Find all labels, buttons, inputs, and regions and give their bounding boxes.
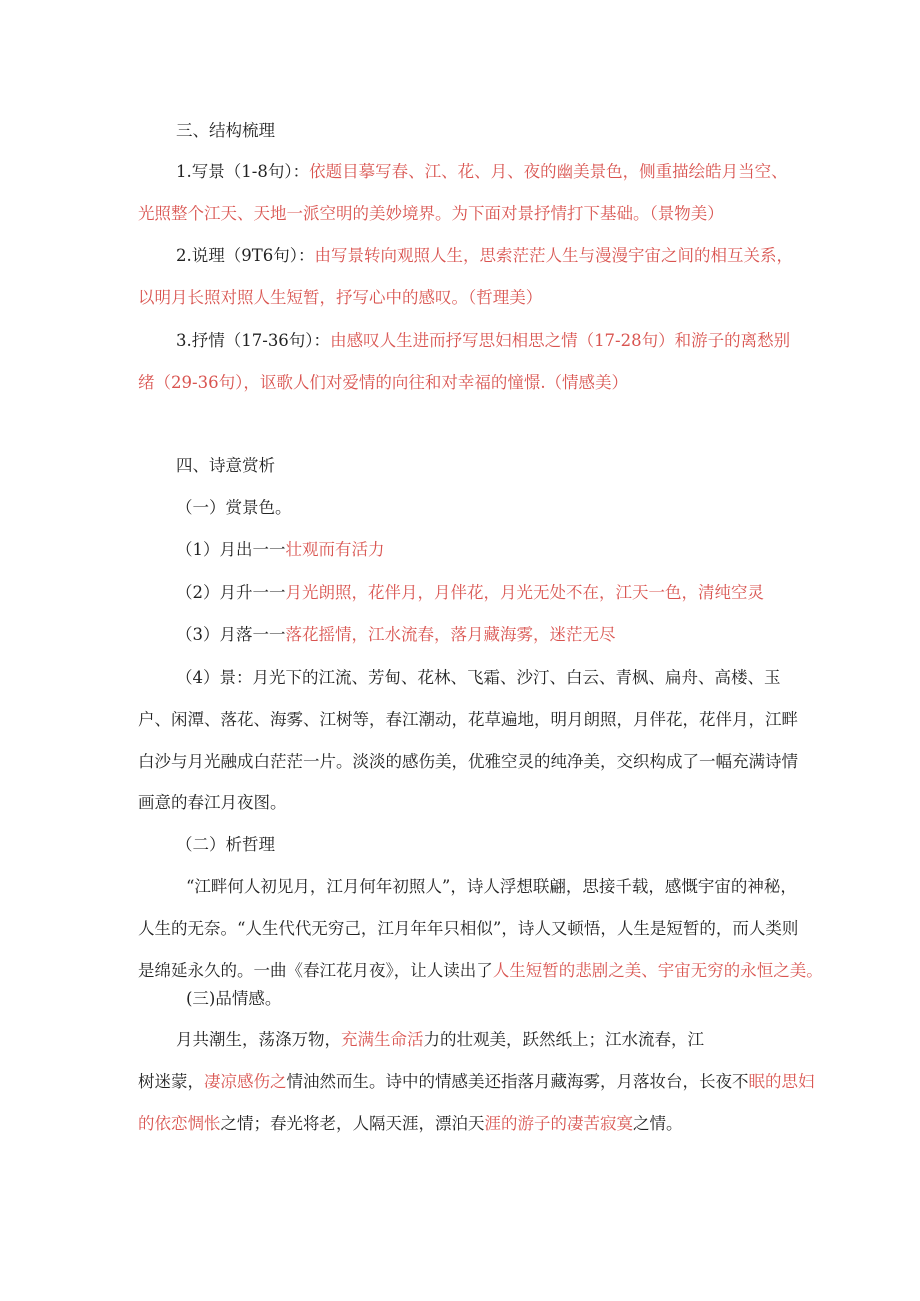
structure-item-3-line-1 xyxy=(176,329,790,353)
emotion-highlight-5: 涯的游子的凄苦寂寞 xyxy=(484,1114,633,1133)
emotion-line-3 xyxy=(138,1112,683,1136)
structure-item-2-text: 由写景转向观照人生，思索茫茫人生与漫漫宇宙之间的相互关系， xyxy=(314,246,793,265)
scene-paragraph-line-4: 画意的春江月夜图。 xyxy=(138,793,287,812)
structure-item-1-label: 1.写景（1-8句）： xyxy=(176,162,310,181)
scene-row-2 xyxy=(176,581,764,605)
part1-title: （一）赏景色。 xyxy=(176,498,292,517)
scene-row-3-label: （3）月落一一 xyxy=(176,625,286,644)
scene-row-3 xyxy=(176,623,616,647)
philosophy-line-3-text: 是绵延永久的。一曲《春江花月夜》，让人读出了 xyxy=(138,961,493,980)
structure-item-2-line-1 xyxy=(176,244,793,268)
structure-item-3-line-2: 绪（29-36句），讴歌人们对爱情的向往和对幸福的憧憬.（情感美） xyxy=(138,373,629,392)
scene-row-1 xyxy=(176,538,385,562)
scene-row-1-label: （1）月出一一 xyxy=(176,540,286,559)
structure-item-2-label: 2.说理（9T6句）： xyxy=(176,246,315,265)
structure-item-3-text: 由感叹人生进而抒写思妇相思之情（17-28句）和游子的离愁别 xyxy=(330,331,791,350)
emotion-line-1-b: 力的壮观美，跃然纸上；江水流春，江 xyxy=(423,1030,704,1049)
emotion-highlight-1: 充满生命活 xyxy=(341,1030,424,1049)
philosophy-line-3 xyxy=(138,959,823,983)
emotion-line-2-b: 情油然而生。诗中的情感美还指落月藏海雾，月落妆台，长夜不 xyxy=(286,1072,749,1091)
emotion-line-1 xyxy=(176,1028,704,1052)
emotion-highlight-3: 眠的思妇 xyxy=(748,1072,815,1091)
emotion-highlight-4: 的依恋惆怅 xyxy=(138,1114,221,1133)
structure-item-1-line-1 xyxy=(176,160,788,184)
scene-row-2-text: 月光朗照，花伴月，月伴花，月光无处不在，江天一色，清纯空灵 xyxy=(285,583,764,602)
structure-item-1-text: 依题目摹写春、江、花、月、夜的幽美景色，侧重描绘皓月当空、 xyxy=(309,162,788,181)
part2-title: （二）析哲理 xyxy=(176,835,275,854)
section3-heading: 三、结构梳理 xyxy=(176,121,275,140)
structure-item-2-line-2: 以明月长照对照人生短暂，抒写心中的感叹。（哲理美） xyxy=(138,288,543,307)
emotion-highlight-2: 凄凉感伤之 xyxy=(204,1072,287,1091)
philosophy-line-2: 人生的无奈。“人生代代无穷己，江月年年只相似”，诗人又顿悟，人生是短暂的，而人类则 xyxy=(138,919,799,938)
emotion-line-3-a: 之情；春光将老，人隔天涯，漂泊天 xyxy=(220,1114,485,1133)
scene-row-1-text: 壮观而有活力 xyxy=(285,540,385,559)
scene-paragraph-line-3: 白沙与月光融成白茫茫一片。淡淡的感伤美，优雅空灵的纯净美，交织构成了一幅充满诗情 xyxy=(138,752,798,771)
section4-heading: 四、诗意赏析 xyxy=(176,456,275,475)
part3-title: (三)品情感。 xyxy=(186,989,282,1008)
philosophy-line-1: “江畔何人初见月，江月何年初照人”，诗人浮想联翩，思接千载，感慨宇宙的神秘， xyxy=(186,877,797,896)
philosophy-highlight: 人生短暂的悲剧之美、宇宙无穷的永恒之美。 xyxy=(492,961,823,980)
emotion-line-1-a: 月共潮生，荡涤万物， xyxy=(176,1030,341,1049)
structure-item-1-line-2: 光照整个江天、天地一派空明的美妙境界。为下面对景抒情打下基础。（景物美） xyxy=(138,204,724,223)
emotion-line-2-a: 树迷蒙， xyxy=(138,1072,204,1091)
structure-item-3-label: 3.抒情（17-36句）： xyxy=(176,331,331,350)
scene-paragraph-line-2: 户、闲潭、落花、海雾、江树等，春江潮动，花草遍地，明月朗照，月伴花，花伴月，江畔 xyxy=(138,710,798,729)
scene-row-2-label: （2）月升一一 xyxy=(176,583,286,602)
emotion-line-3-b: 之情。 xyxy=(633,1114,683,1133)
emotion-line-2 xyxy=(138,1070,815,1094)
scene-paragraph-line-1: （4）景：月光下的江流、芳甸、花林、飞霜、沙汀、白云、青枫、扁舟、高楼、玉 xyxy=(176,668,781,687)
scene-row-3-text: 落花摇情，江水流春，落月藏海雾，迷茫无尽 xyxy=(285,625,616,644)
